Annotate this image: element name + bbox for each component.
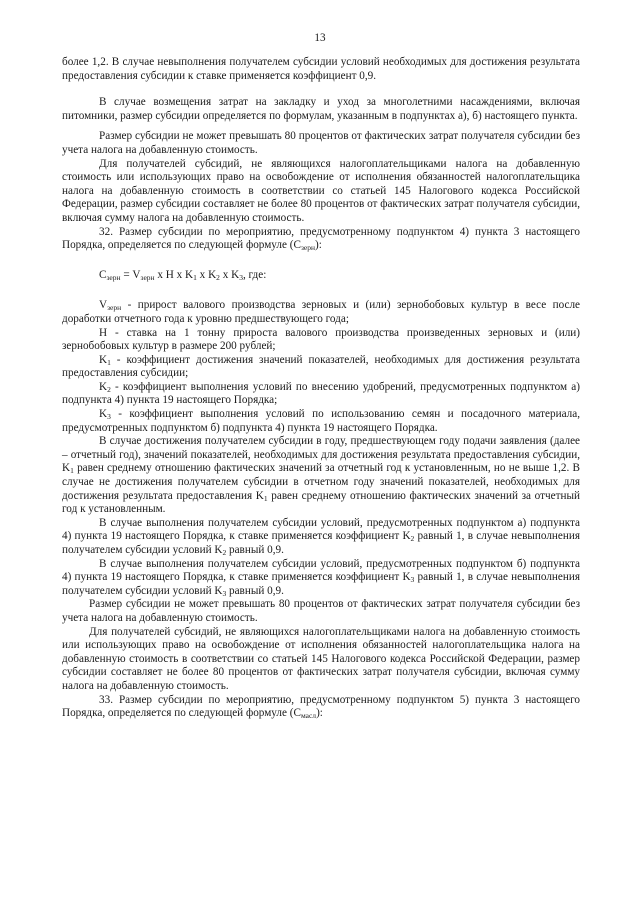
definition-rate-n: Н - ставка на 1 тонну прироста валового производства произведенных зерновых и (или) зернобобовых культур в размере 200 рублей;	[62, 326, 580, 353]
paragraph-clause-32: 32. Размер субсидии по мероприятию, предусмотренному подпунктом 4) пункта 3 настоящего Порядка, определяется по следующей формуле $(C_{зерн})$:	[62, 225, 580, 253]
paragraph-limit-80-percent-2: Размер субсидии не может превышать 80 процентов от фактических затрат получателя субсидии без учета налога на добавленную стоимость.	[62, 598, 580, 624]
definition-k3: $K_3$ - коэффициент выполнения условий по использованию семян и посадочного материала, предусмотренных подпунктом б) подпункта 4) пункта 19 настоящего Порядка.	[62, 408, 580, 434]
formula-grain: $C_{зерн} = V_{зерн}$ х Н х $K_1$ х $K_2$ х $K_3$, где:	[99, 268, 267, 282]
definition-v-grain: $V_{зерн}$ - прирост валового производства зерновых и (или) зернобобовых культур в весе после доработки отчетного года к уровню предшествующего года;	[62, 299, 580, 325]
paragraph-k3-rule: В случае выполнения получателем субсидии условий, предусмотренных подпунктом б) подпункта 4) пункта 19 настоящего Порядка, к ставке применяется коэффициент $K_3$ равный 1, в случае невыполнения получателем субсидии условий $K_3$ равный 0,9.	[62, 557, 581, 598]
definition-k1: $K_1$ - коэффициент достижения значений показателей, необходимых для достижения результата предоставления субсидии;	[62, 353, 580, 380]
paragraph-limit-80-percent: Размер субсидии не может превышать 80 процентов от фактических затрат получателя субсидии без учета налога на добавленную стоимость.	[62, 130, 580, 156]
paragraph-vat-exempt-2: Для получателей субсидий, не являющихся налогоплательщиками налога на добавленную стоимость или использующих право на освобождение от исполнения обязанностей налогоплательщика налога на добавленную стоимость в соответствии со статьей 145 Налогового кодекса Российской Федерации, размер субсидии составляет не более 80 процентов от фактических затрат получателя субсидии, включая сумму налога на добавленную стоимость.	[62, 625, 580, 692]
page-number: 13	[314, 32, 326, 44]
paragraph-clause-33: 33. Размер субсидии по мероприятию, предусмотренному подпунктом 5) пункта 3 настоящего Порядка, определяется по следующей формуле $(C_{масл})$:	[62, 693, 580, 721]
paragraph-k2-rule: В случае выполнения получателем субсидии условий, предусмотренных подпунктом а) подпункта 4) пункта 19 настоящего Порядка, к ставке применяется коэффициент $K_2$ равный 1, в случае невыполнения получателем субсидии условий $K_2$ равный 0,9.	[62, 516, 581, 557]
document-body	[62, 56, 580, 721]
paragraph-perennial-plantings: В случае возмещения затрат на закладку и уход за многолетними насаждениями, включая питомники, размер субсидии определяется по формулам, указанным в подпунктах а), б) настоящего пункта.	[62, 96, 580, 122]
paragraph-continuation: более 1,2. В случае невыполнения получателем субсидии условий необходимых для достижения результата предоставления субсидии к ставке применяется коэффициент 0,9.	[62, 56, 580, 82]
paragraph-vat-exempt: Для получателей субсидий, не являющихся налогоплательщиками налога на добавленную стоимость или использующих право на освобождение от исполнения обязанностей налогоплательщика налога на добавленную стоимость в соответствии со статьей 145 Налогового кодекса Российской Федерации, размер субсидии составляет не более 80 процентов от фактических затрат получателя субсидии, включая сумму налога на добавленную стоимость.	[62, 157, 580, 224]
definition-k2: $K_2$ - коэффициент выполнения условий по внесению удобрений, предусмотренных подпунктом а) подпункта 4) пункта 19 настоящего Порядка;	[62, 380, 580, 407]
paragraph-k1-rule: В случае достижения получателем субсидии в году, предшествующем году подачи заявления (далее – отчетный год), значений показателей, необходимых для достижения результата предоставления субсидии, $K_1$ равен среднему отношению фактических значений за отчетный год к установленным, но не выше 1,2. В случае не достижения получателем субсидии в отчетном году значений показателей, необходимых для достижения результата предоставления $K_1$ равен среднему отношению фактических значений за отчетный год к установленным.	[62, 435, 580, 516]
